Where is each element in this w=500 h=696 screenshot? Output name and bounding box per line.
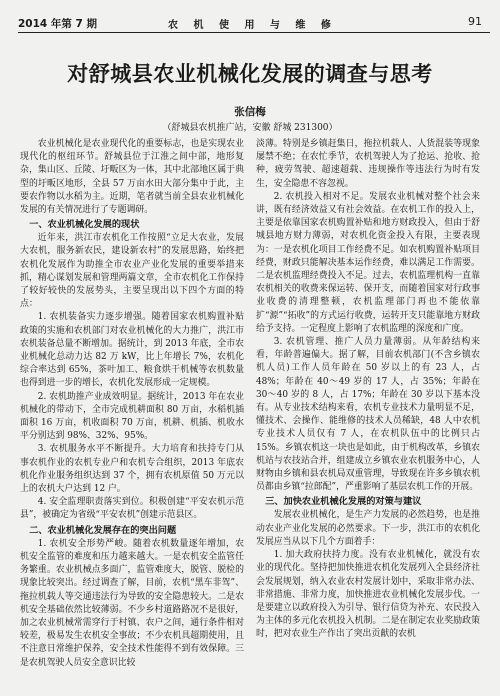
author-affiliation: （舒城县农机推广站，安徽 舒城 231300） xyxy=(162,123,338,133)
body-paragraph: 1. 农机装备实力逐步增强。随着国家农机购置补贴政策的实施和农机部门对农业机械化的大力推广，洪江市农机装备总量不断增加。据统计，到 2013 年底，全市农业机械化总动力达 82 万 kW，比上年增长 7%，农机化综合率达到 65%，茶叶加工、粮食烘干机械等农机数量也得到进一步的增长，农机化发展形成一定规模。 xyxy=(20,312,244,389)
issue-label: 2014 年第 7 期 xyxy=(18,18,97,30)
section-heading: 二、农业机械化发展存在的突出问题 xyxy=(29,524,177,536)
body-paragraph: 1. 加大政府扶持力度。没有农业机械化，就没有农业的现代化。坚持把加快推进农机化发展列入全县经济社会发展规划，纳入农业农村发展计划中，采取非常办法、非常措施、非常力度，加快推进农业机械化发展步伐。一是要建立以政府投入为引导、银行信贷为补充、农民投入为主体的多元化农机投入机制。二是在制定农业奖励政策时，把对农业生产作出了突出贡献的农机 xyxy=(256,550,480,640)
body-paragraph: 淡薄。特别是乡镇赶集日，拖拉机载人、人货混装等现象屡禁不绝；在农忙季节，农机驾驶人为了抢运、抢收、抢种，疲劳驾驶、超速超载、违规操作等违法行为时有发生，安全隐患不容忽视。 xyxy=(256,139,480,189)
running-header xyxy=(0,0,500,36)
author-name: 张信梅 xyxy=(234,106,266,118)
body-paragraph: 2. 农机助推产业成效明显。据统计，2013 年在农业机械化的带动下，全市完成机耕面积 80 万亩，水稻机插面积 16 万亩，机收面积 70 万亩，机耕、机插、机收水平分别达到 98%、32%、95%。 xyxy=(20,391,244,442)
section-heading: 一、农业机械化发展的现状 xyxy=(29,219,140,231)
article-title: 对舒城县农业机械化发展的调查与思考 xyxy=(67,62,433,86)
body-paragraph: 发展农业机械化，是生产力发展的必然趋势，也是推动农业产业化发展的必然要求。下一步，洪江市的农机化发展应当从以下几个方面着手： xyxy=(256,510,480,547)
section-heading: 三、加快农业机械化发展的对策与建议 xyxy=(265,496,422,508)
page-number: 91 xyxy=(468,15,482,28)
body-paragraph: 1. 农机安全形势严峻。随着农机数量逐年增加，农机安全监管的难度和压力越来越大。一是农机安全监管任务繁重。农业机械点多面广，监管难度大，脱管、脱检的现象比较突出。经过调查了解，目前，农机“黑车非驾”、拖拉机载人等交通违法行为导致的安全隐患较大。二是农机安全基础依然比较薄弱。不少乡村道路路况不是很好，加之农业机械常需穿行于村镇、农户之间，通行条件相对较差，极易发生农机安全事故；不少农机具超期使用，且不注意日常维护保养，安全技术性能得不到有效保障。三是农机驾驶人员安全意识比较 xyxy=(20,538,244,668)
body-paragraph: 农业机械化是农业现代化的重要标志，也是实现农业现代化的枢纽环节。舒城县位于江淮之间中部，地形复杂，集山区、丘陵、圩畈区为一体，其中北部地区属于典型的圩畈区地形，全县 57 万亩水田大部分集中于此，主要农作物以水稻为主。近期，笔者就当前全县农业机械化发展的有关情况进行了专题调研。 xyxy=(20,139,244,216)
body-paragraph: 4. 安全监理职责落实到位。积极创建“平安农机示范县”，被确定为省级“平安农机”创建示范县区。 xyxy=(20,497,244,521)
right-text-column xyxy=(256,138,480,642)
header-rule xyxy=(18,32,490,33)
body-paragraph: 2. 农机投入相对不足。发展农业机械对整个社会来讲，既有经济效益又有社会效益。在农机工作的投入上，主要是依靠国家农机购置补贴和地方财政投入，但由于舒城县地方财力薄弱，对农机化资金投入有限，主要表现为：一是农机化项目工作经费不足。如农机购置补贴项目经费，财政只能解决基本运作经费，难以满足工作需要。二是农机监理经费投入不足。过去，农机监理机构一直靠农机相关的收费来保运转、保开支，而随着国家对行政事业收费的清理整顿，农机监理部门再也不能依靠扩“源”“拓收”的方式运行收费，运转开支只能靠地方财政给予支持。一定程度上影响了农机监理的深度和广度。 xyxy=(256,191,480,334)
body-paragraph: 3. 农机管理、推广人员力量薄弱。从年龄结构来看，年龄普遍偏大。据了解，目前农机部门(不含乡镇农机人员)工作人员年龄在 50 岁以上的有 23 人，占 48%；年龄在 40～49 岁的 17 人，占 35%；年龄在 30～40 岁的 8 人，占 17%；年龄在 30 岁以下基本没有。从专业技术结构来看，农机专业技术力量明显不足，懂技术、会操作、能维修的技术人员稀缺，48 人中农机专业技术人员仅有 7 人，在农机队伍中的比例只占 15%。乡镇农机这一块也是如此，由于机构改革，乡镇农机站与农技站合并，组建成立乡镇农业农机服务中心，人财物由乡镇和县农机局双重管理，导致现在许多乡镇农机员都由乡镇“拉郎配”，严重影响了基层农机工作的开展。 xyxy=(256,337,480,493)
body-paragraph: 近年来，洪江市农机化工作按照“立足大农业，发展大农机，服务新农民，建设新农村”的发展思路，始终把农机化发展作为助推全市农业产业化发展的重要举措来抓，精心谋划发展和管理两篇文章，全市农机化工作保持了较好较快的发展势头，主要呈现出以下四个方面的特点： xyxy=(20,233,244,310)
body-paragraph: 3. 农机服务水平不断提升。大力培育和扶持专门从事农机作业的农机专业户和农机专合组织，2013 年底农机化作业服务组织达到 37 个，拥有农机原值 50 万元以上的农机大户达到 12 户。 xyxy=(20,444,244,495)
left-text-column xyxy=(20,138,244,670)
journal-name: 农 机 使 用 与 维 修 xyxy=(168,20,337,31)
